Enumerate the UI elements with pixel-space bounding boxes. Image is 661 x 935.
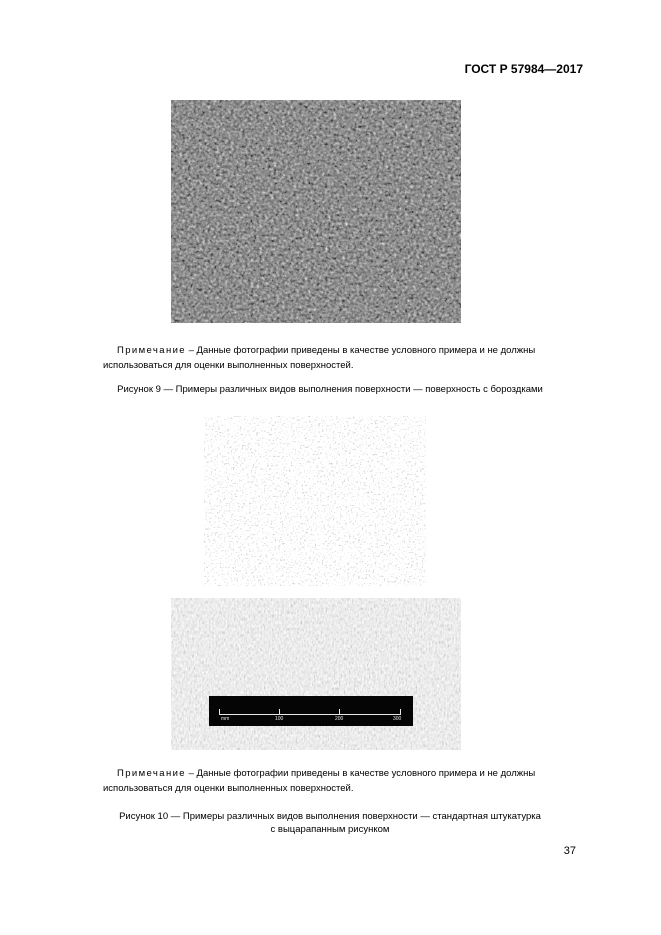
grooved-surface-photo — [204, 416, 426, 586]
note-text-line2: использоваться для оценки выполненных поверхностей. — [103, 360, 354, 371]
scratched-plaster-photo — [171, 598, 461, 750]
scale-label: mm — [221, 716, 230, 722]
scale-label: 200 — [335, 716, 344, 722]
note-block — [103, 343, 577, 373]
note-text-line2: использоваться для оценки выполненных поверхностей. — [103, 783, 354, 794]
page-number: 37 — [563, 845, 576, 857]
document-id-header: ГОСТ Р 57984—2017 — [464, 62, 583, 76]
figure-10-caption-line1: Рисунок 10 — Примеры различных видов выполнения поверхности — стандартная штукатурка — [119, 811, 541, 822]
scale-bar — [219, 714, 401, 715]
scale-tick — [400, 709, 401, 715]
scale-tick — [339, 709, 340, 715]
note-text-line1: – Данные фотографии приведены в качестве условного примера и не должны — [186, 768, 536, 779]
figure-9-caption: Рисунок 9 — Примеры различных видов выполнения поверхности — поверхность с бороздками — [117, 384, 543, 395]
scale-label: 300 — [393, 716, 402, 722]
rough-surface-photo — [171, 100, 461, 323]
scale-tick — [279, 709, 280, 715]
measurement-scale — [209, 696, 413, 726]
note-label: Примечание — [117, 345, 186, 356]
note-block — [103, 766, 577, 796]
scale-label: 100 — [275, 716, 284, 722]
note-text-line1: – Данные фотографии приведены в качестве условного примера и не должны — [186, 345, 536, 356]
figure-10-caption — [40, 810, 620, 836]
scale-tick — [219, 709, 220, 715]
note-label: Примечание — [117, 768, 186, 779]
figure-10-caption-line2: с выцарапанным рисунком — [270, 824, 390, 835]
